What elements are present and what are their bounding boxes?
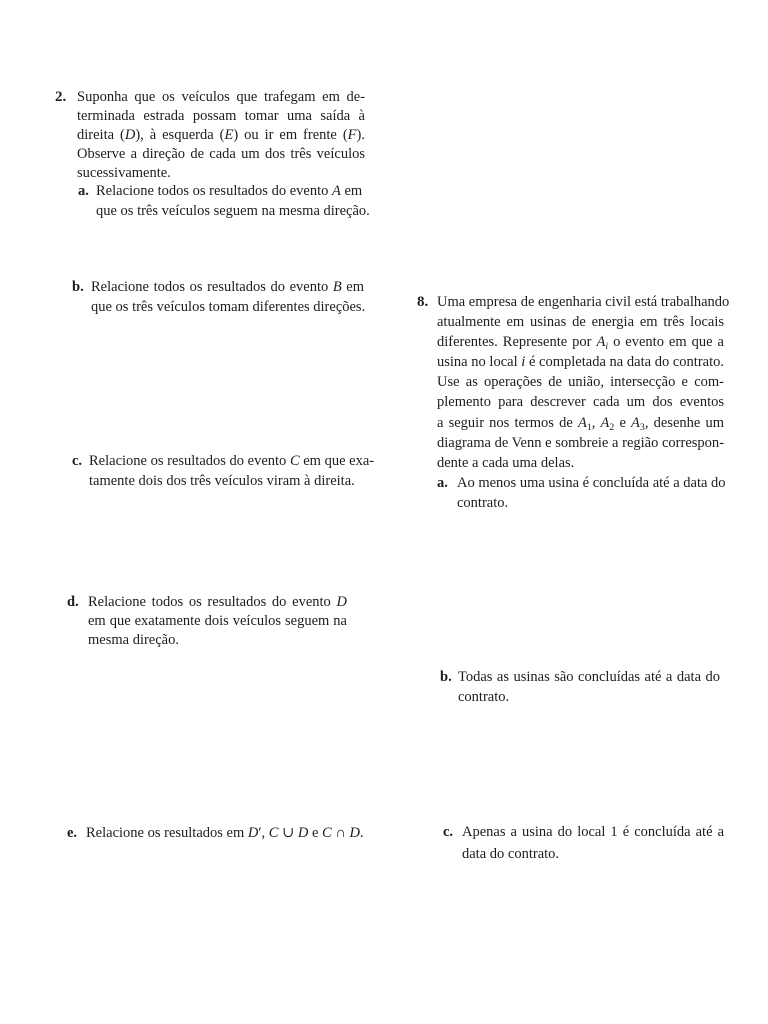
text-run: e <box>308 825 323 841</box>
text-line <box>77 126 365 145</box>
text-run: em que exatamente dois veículos seguem na <box>88 613 347 629</box>
math-variable: A <box>631 414 640 431</box>
text-line <box>77 145 365 164</box>
text-run: atualmente em usinas de energia em três locais <box>437 314 724 331</box>
text-run: terminada estrada possam tomar uma saída à <box>77 108 365 124</box>
text-run: em <box>340 183 363 199</box>
text-run: tamente dois dos três veículos viram à direita. <box>89 472 355 489</box>
text-run: que os três veículos tomam diferentes direções. <box>91 298 366 315</box>
text-run: e <box>614 414 632 431</box>
math-variable: D <box>124 127 136 143</box>
item-text <box>457 473 724 513</box>
text-line <box>462 843 724 865</box>
problem-statement <box>77 88 365 183</box>
text-line <box>437 332 724 352</box>
item-letter: d. <box>67 594 79 610</box>
text-run: , desenhe um <box>644 414 724 431</box>
text-run: Uma empresa de engenharia civil está trabalhando <box>437 294 730 310</box>
text-run: diagrama de Venn e sombreie a região correspon- <box>437 434 724 451</box>
math-variable: i <box>521 354 526 371</box>
text-line <box>437 312 724 332</box>
text-line <box>91 278 364 298</box>
item-text <box>462 821 724 865</box>
text-line <box>437 392 724 412</box>
text-run: ). <box>356 127 365 143</box>
text-run: , <box>591 414 601 431</box>
math-variable: A <box>577 414 587 431</box>
text-run: a seguir nos termos de <box>437 414 578 431</box>
text-run: ′, <box>258 825 269 841</box>
math-variable: D <box>247 825 259 841</box>
text-run: . <box>359 825 364 841</box>
text-run: Relacione os resultados do evento <box>89 453 290 469</box>
math-variable: E <box>224 127 234 143</box>
text-line <box>437 433 724 453</box>
text-run: em que exa- <box>299 453 375 469</box>
item-text <box>89 452 375 491</box>
problem-number: 8. <box>417 294 429 310</box>
text-run: Suponha que os veículos que trafegam em de- <box>77 89 365 105</box>
text-line <box>458 687 720 707</box>
text-run: Apenas a usina do local 1 é concluída até a <box>462 824 724 840</box>
item-text <box>458 667 720 707</box>
text-run: em <box>341 279 365 295</box>
math-variable: A <box>600 414 610 431</box>
item-letter: e. <box>67 825 78 841</box>
text-line <box>89 472 365 492</box>
text-line <box>77 164 365 183</box>
item-text <box>96 182 370 221</box>
text-line <box>437 292 730 312</box>
text-run: dente a cada uma delas. <box>437 454 575 471</box>
text-run: Relacione os resultados em <box>86 825 248 841</box>
text-run: plemento para descrever cada um dos eventos <box>437 394 724 411</box>
text-line <box>437 352 724 372</box>
text-line <box>437 372 724 392</box>
text-run: contrato. <box>457 495 509 511</box>
item-letter: b. <box>72 279 84 295</box>
text-line <box>77 107 365 126</box>
item-letter: b. <box>440 669 452 685</box>
item-letter: c. <box>443 824 454 840</box>
text-run: que os três veículos seguem na mesma direção. <box>96 202 370 219</box>
math-variable: C <box>289 453 300 469</box>
text-line <box>462 821 724 843</box>
text-line <box>91 298 364 318</box>
text-run: mesma direção. <box>88 632 179 648</box>
text-line <box>89 452 375 472</box>
text-run: o evento em que a <box>608 334 724 351</box>
text-run: contrato. <box>458 689 510 705</box>
item-letter: a. <box>78 183 89 199</box>
text-line <box>437 453 724 473</box>
item-text <box>91 278 364 317</box>
math-variable-subscript: i <box>605 340 609 352</box>
problem-number: 2. <box>55 89 67 105</box>
text-run: ) ou ir em frente ( <box>233 127 348 143</box>
math-variable: F <box>347 127 357 143</box>
text-run: ∩ <box>331 825 350 841</box>
text-line <box>437 413 724 433</box>
text-run: Relacione todos os resultados do evento <box>96 183 332 199</box>
item-text <box>88 593 347 650</box>
text-run: Ao menos uma usina é concluída até a data do <box>457 475 726 491</box>
subscript: 3 <box>639 421 645 433</box>
text-run: Relacione todos os resultados do evento <box>91 279 333 295</box>
text-run: data do contrato. <box>462 846 560 862</box>
math-variable: A <box>596 334 606 351</box>
text-line <box>88 593 347 612</box>
text-run: ∪ <box>278 825 298 841</box>
text-run: usina no local <box>437 354 522 371</box>
subscript: 2 <box>609 421 615 433</box>
subscript: 1 <box>586 421 592 433</box>
text-line <box>88 631 347 650</box>
text-line <box>457 473 724 493</box>
math-variable: B <box>332 279 342 295</box>
text-run: é completada na data do contrato. <box>525 354 724 371</box>
text-line <box>458 667 720 687</box>
math-variable: A <box>331 183 341 199</box>
text-line <box>86 824 366 844</box>
math-variable: C <box>268 825 279 841</box>
math-variable: D <box>336 594 347 610</box>
text-line <box>96 182 362 202</box>
text-run: Observe a direção de cada um dos três veículos <box>77 146 365 162</box>
text-line <box>96 202 370 222</box>
item-letter: c. <box>72 453 83 469</box>
text-run: sucessivamente. <box>77 165 171 181</box>
text-line <box>77 88 365 107</box>
item-letter: a. <box>437 475 448 491</box>
text-run: Use as operações de união, intersecção e com- <box>437 374 724 391</box>
math-variable: D <box>297 825 309 841</box>
math-variable: C <box>322 825 332 841</box>
text-line <box>88 612 347 631</box>
text-run: Todas as usinas são concluídas até a data do <box>458 669 720 685</box>
text-run: direita ( <box>77 127 125 143</box>
text-run: Relacione todos os resultados do evento <box>88 594 337 610</box>
math-variable: D <box>349 825 360 841</box>
text-run: diferentes. Represente por <box>437 334 597 351</box>
problem-statement <box>437 292 730 473</box>
text-line <box>457 493 724 513</box>
item-text <box>86 824 366 844</box>
text-run: ), à esquerda ( <box>135 127 225 143</box>
